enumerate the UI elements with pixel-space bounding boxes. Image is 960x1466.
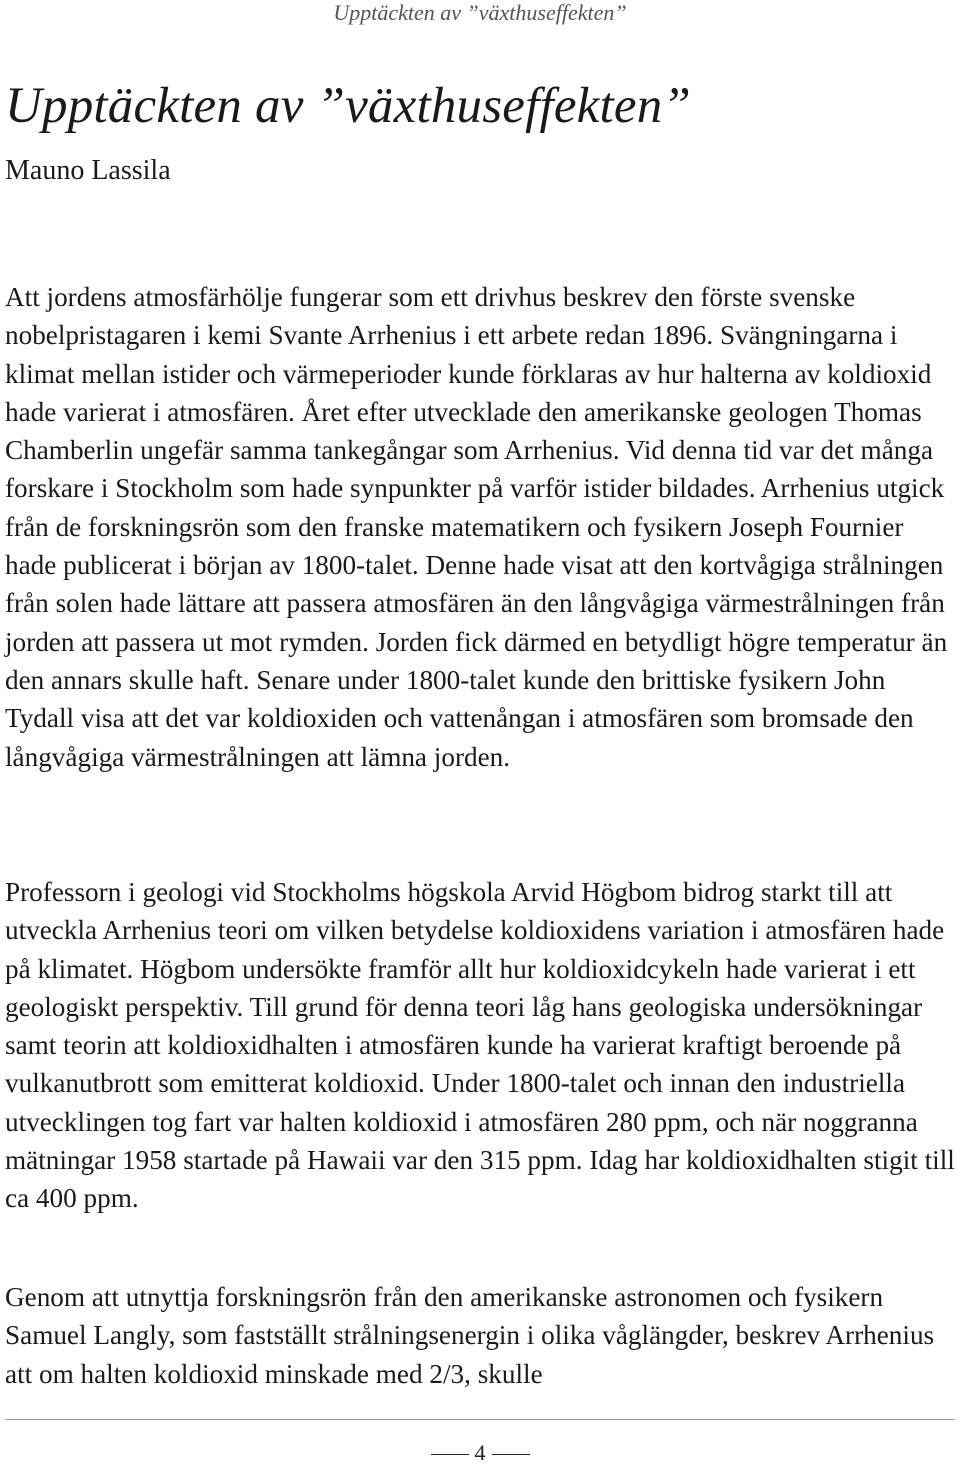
article-title: Upptäckten av ”växthuseffekten” (5, 78, 691, 134)
running-header: Upptäckten av ”växthuseffekten” (333, 0, 627, 25)
article-author: Mauno Lassila (5, 155, 171, 186)
body-paragraph-2: Professorn i geologi vid Stockholms högskola Arvid Högbom bidrog starkt till att utveckla Arrhenius teori om vilken betydelse koldioxidens variation i atmosfären hade på klimatet. Högbom undersökte framför allt hur koldioxidcykeln hade varierat i ett geologiskt perspektiv. Till grund för denna teori låg hans geologiska undersökningar samt teorin att koldioxidhalten i atmosfären kunde ha varierat kraftigt beroende på vulkanutbrott som emitterat koldioxid. Under 1800-talet och innan den industriella utvecklingen tog fart var halten koldioxid i atmosfären 280 ppm, och när noggranna mätningar 1958 startade på Hawaii var den 315 ppm. Idag har koldioxidhalten stigit till ca 400 ppm. (5, 877, 955, 1214)
page-number-footer (0, 1440, 960, 1466)
page-number-right-dash (492, 1454, 530, 1455)
body-paragraph-1: Att jordens atmosfärhölje fungerar som ett drivhus beskrev den förste svenske nobelpristagaren i kemi Svante Arrhenius i ett arbete redan 1896. Svängningarna i klimat mellan istider och värmeperioder kunde förklaras av hur halterna av koldioxid hade varierat i atmosfären. Året efter utvecklade den amerikanske geologen Thomas Chamberlin ungefär samma tankegångar som Arrhenius. Vid denna tid var det många forskare i Stockholm som hade synpunkter på varför istider bildades. Arrhenius utgick från de forskningsrön som den franske matematikern och fysikern Joseph Fournier hade publicerat i början av 1800-talet. Denne hade visat att den kortvågiga strålningen från solen hade lättare att passera atmosfären än den långvågiga värmestrålningen från jorden att passera ut mot rymden. Jorden fick därmed en betydligt högre temperatur än den annars skulle haft. Senare under 1800-talet kunde den brittiske fysikern John Tydall visa att det var koldioxiden och vattenångan i atmosfären som bromsade den långvågiga värmestrålningen att lämna jorden. (5, 282, 948, 772)
body-paragraph-3: Genom att utnyttja forskningsrön från den amerikanske astronomen och fysikern Samuel Langly, som fastställt strålningsenergin i olika våglängder, beskrev Arrhenius att om halten koldioxid minskade med 2/3, skulle (5, 1282, 935, 1389)
page-number: 4 (474, 1440, 486, 1465)
page-number-left-dash (431, 1454, 469, 1455)
footer-divider (5, 1419, 955, 1420)
